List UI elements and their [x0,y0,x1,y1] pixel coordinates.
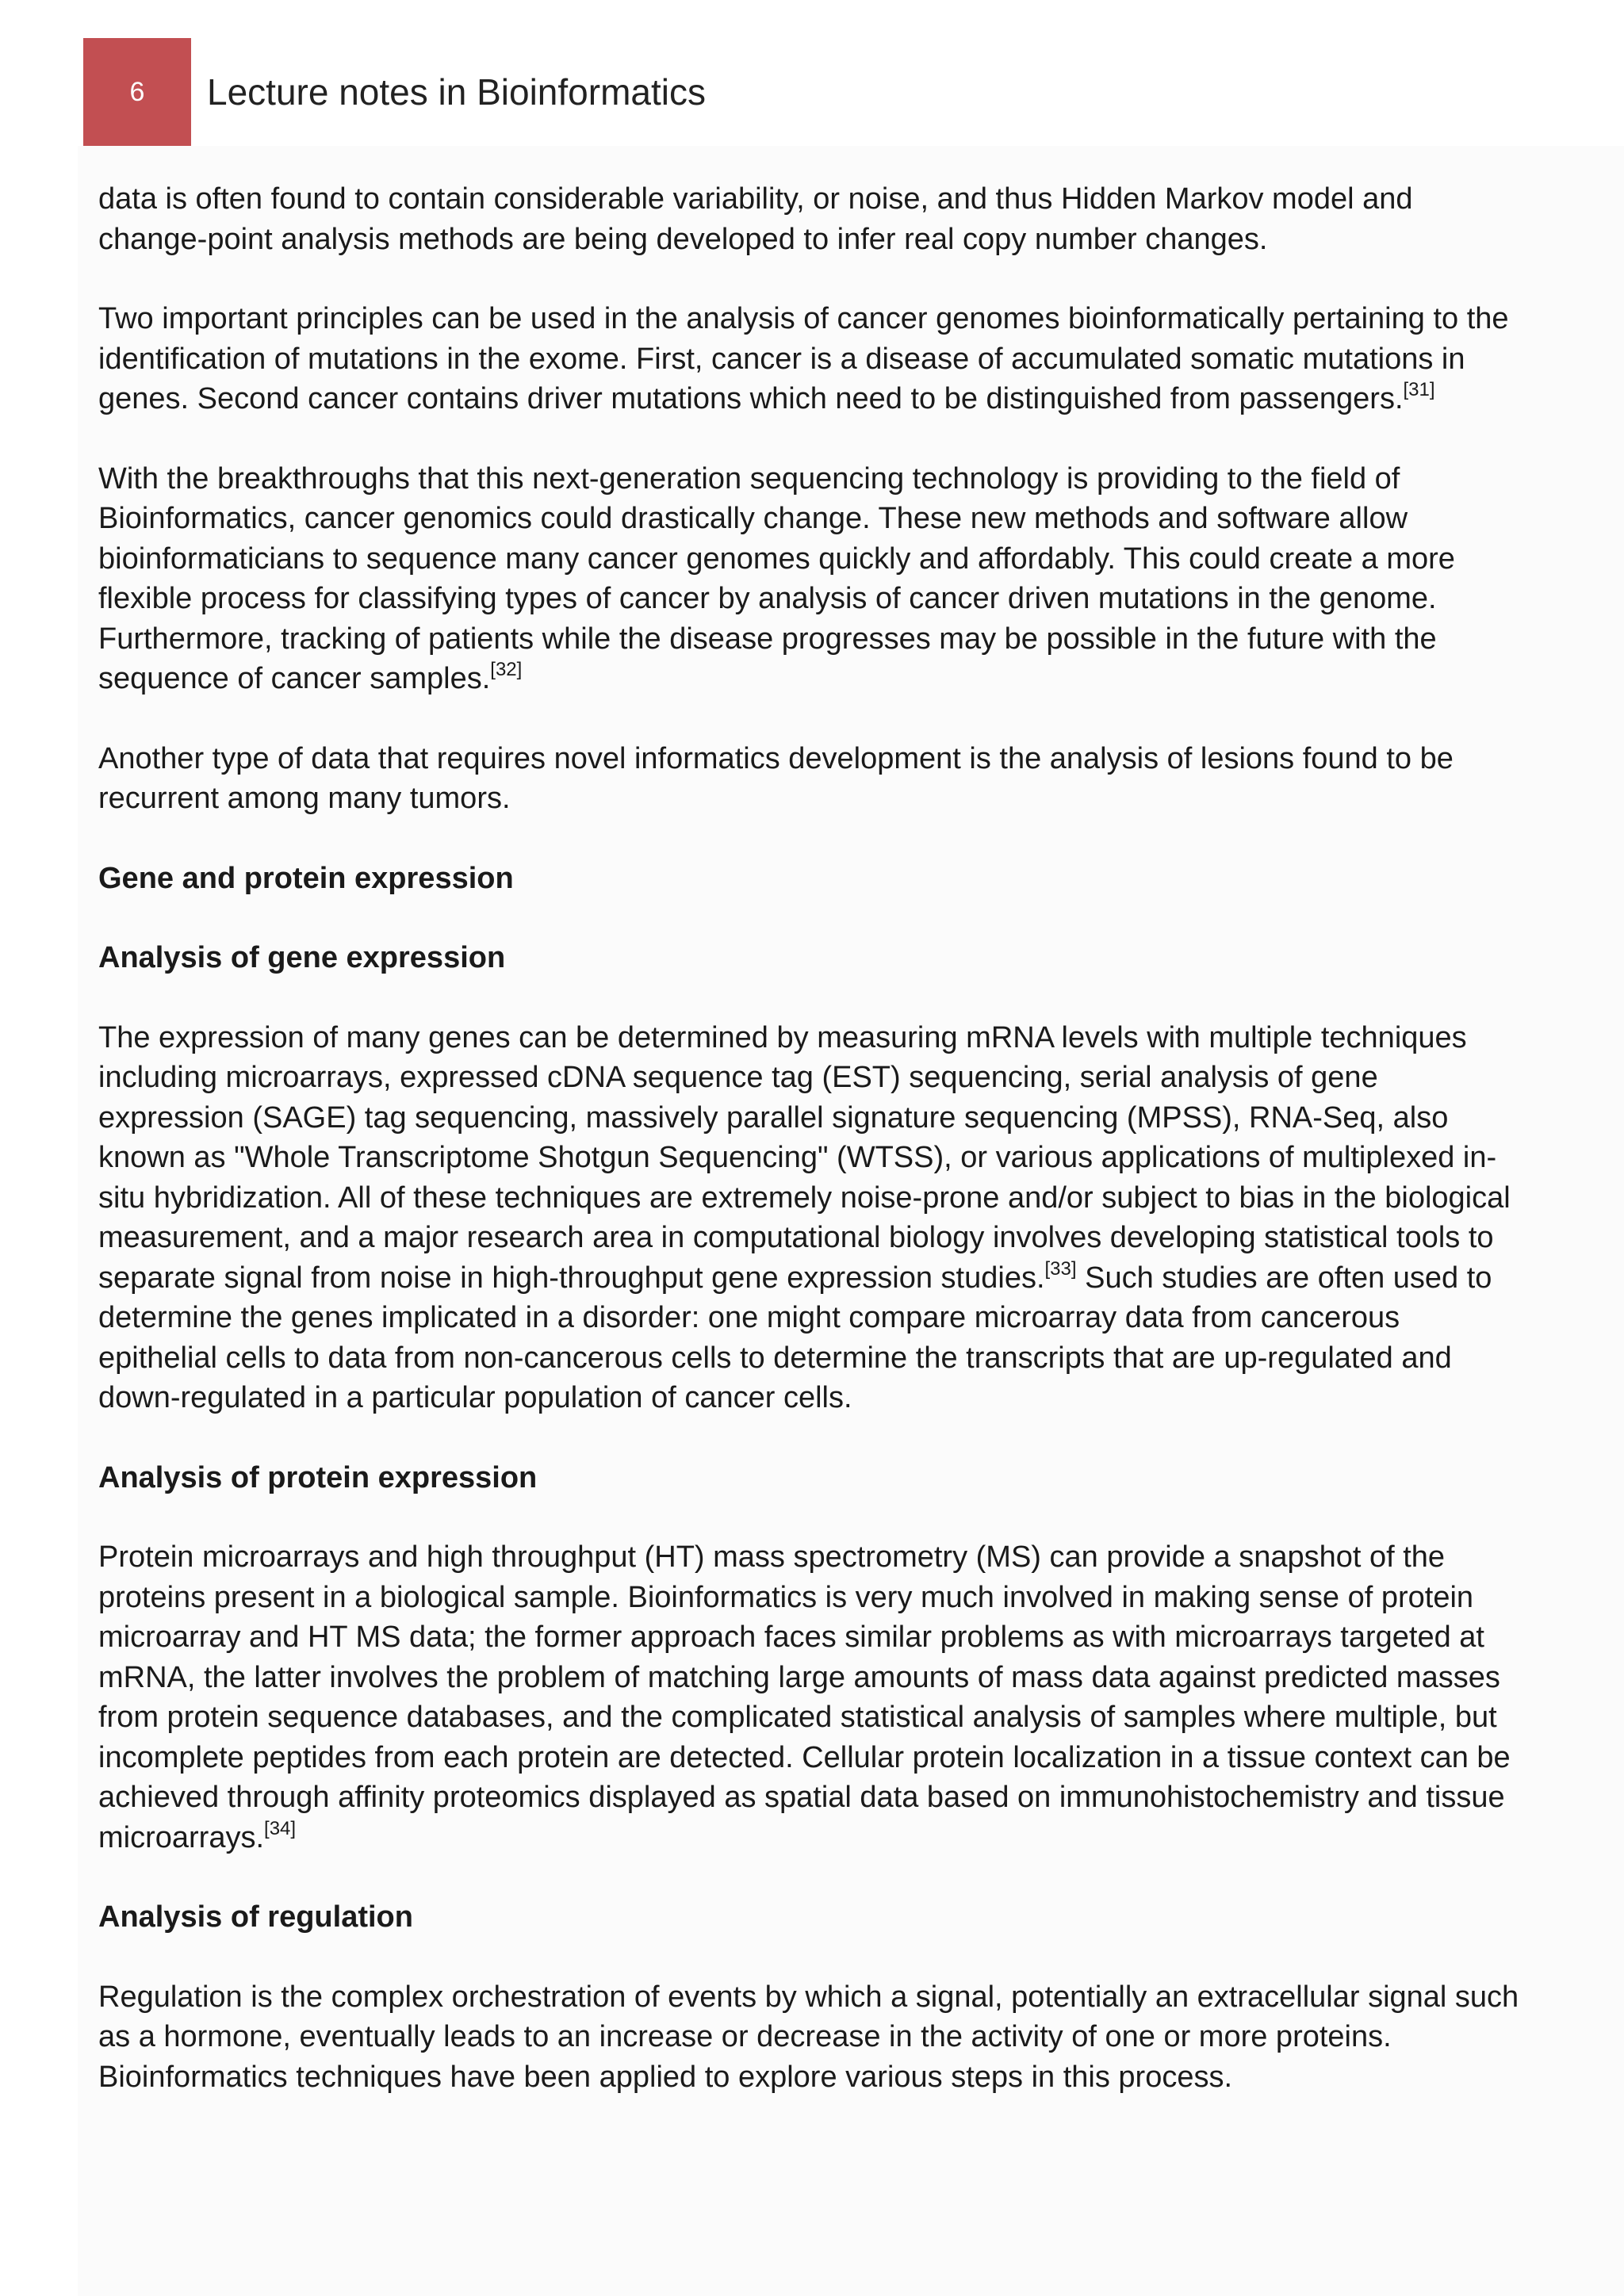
paragraph-breakthroughs [98,459,1522,699]
citation-link[interactable]: [32] [490,659,523,680]
running-title: Lecture notes in Bioinformatics [207,71,706,113]
citation-link[interactable]: [31] [1403,379,1435,400]
paragraph-text: Two important principles can be used in the analysis of cancer genomes bioinformatically pertaining to the identification of mutations in the exome. First, cancer is a disease of accumulated somatic mutations in genes. Second cancer contains driver mutations which need to be distinguished from passengers. [98,302,1509,415]
paragraph-protein-expression [98,1537,1522,1858]
citation-link[interactable]: [33] [1044,1257,1077,1280]
paragraph-text: Regulation is the complex orchestration of events by which a signal, potentially an extracellular signal such as a hormone, eventually leads to an increase or decrease in the activity of one or more proteins. Bioinformatics techniques have been applied to explore various steps in this process. [98,1980,1519,2094]
page-content [98,179,1522,2137]
paragraph-text: With the breakthroughs that this next-generation sequencing technology is providing to the field of Bioinformatics, cancer genomics could drastically change. These new methods and software allow bioinformaticians to sequence many cancer genomes quickly and affordably. This could create a more flexible process for classifying types of cancer by analysis of cancer driven mutations in the genome. Furthermore, tracking of patients while the disease progresses may be possible in the future with the sequence of cancer samples. [98,461,1455,695]
paragraph-gene-expression [98,1018,1522,1418]
paragraph-text: Such studies are often used to determine the genes implicated in a disorder: one might compare microarray data from cancerous epithelial cells to data from non-cancerous cells to determine the transcripts that are up-regulated and down-regulated in a particular population of cancer cells. [98,1261,1492,1414]
section-heading-protein-expression: Analysis of protein expression [98,1460,538,1494]
section-heading-gene-expression: Analysis of gene expression [98,941,506,974]
section-heading-regulation: Analysis of regulation [98,1900,413,1934]
paragraph-lesions [98,739,1522,819]
paragraph-text: data is often found to contain considerable variability, or noise, and thus Hidden Markov model and change-point analysis methods are being developed to infer real copy number changes. [98,182,1413,256]
page-number: 6 [129,76,145,107]
paragraph-principles [98,299,1522,419]
paragraph-text: The expression of many genes can be determined by measuring mRNA levels with multiple techniques including microarrays, expressed cDNA sequence tag (EST) sequencing, serial analysis of gene expression (SAGE) tag sequencing, massively parallel signature sequencing (MPSS), RNA-Seq, also known as "Whole Transcriptome Shotgun Sequencing" (WTSS), or various applications of multiplexed in-situ hybridization. All of these techniques are extremely noise-prone and/or subject to bias in the biological measurement, and a major research area in computational biology involves developing statistical tools to separate signal from noise in high-throughput gene expression studies. [98,1020,1511,1295]
paragraph-regulation [98,1977,1522,2098]
citation-link[interactable]: [34] [264,1817,297,1839]
paragraph-text: Protein microarrays and high throughput (HT) mass spectrometry (MS) can provide a snapshot of the proteins present in a biological sample. Bioinformatics is very much involved in making sense of protein microarray and HT MS data; the former approach faces similar problems as with microarrays targeted at mRNA, the latter involves the problem of matching large amounts of mass data against predicted masses from protein sequence databases, and the complicated statistical analysis of samples where multiple, but incomplete peptides from each protein are detected. Cellular protein localization in a tissue context can be achieved through affinity proteomics displayed as spatial data based on immunohistochemistry and tissue microarrays. [98,1540,1511,1854]
section-heading-gene-protein-expression: Gene and protein expression [98,861,514,895]
paragraph-copy-number [98,179,1522,259]
page-number-badge [83,38,191,146]
paragraph-text: Another type of data that requires novel informatics development is the analysis of lesions found to be recurrent among many tumors. [98,741,1454,815]
